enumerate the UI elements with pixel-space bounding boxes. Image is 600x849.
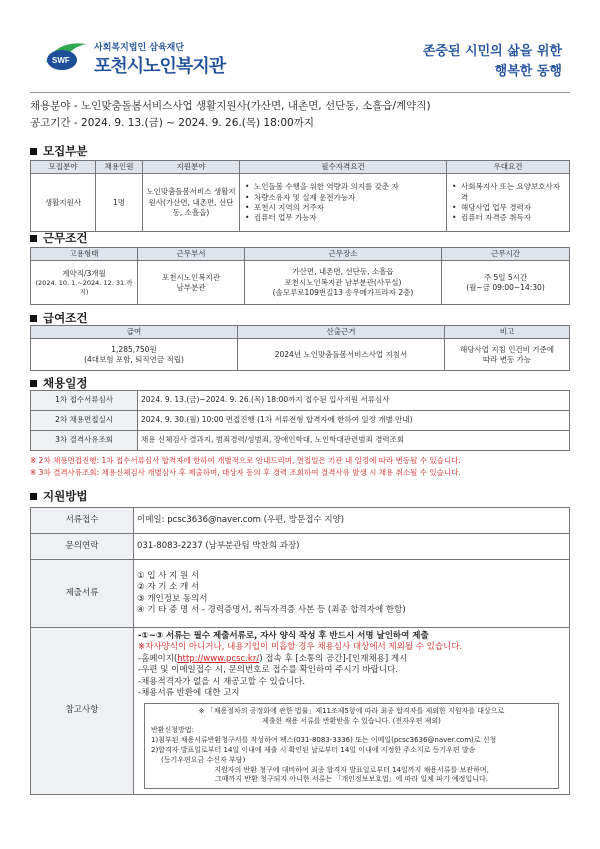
docs-list [134, 560, 570, 628]
salary-table [30, 325, 570, 371]
table-row [31, 339, 570, 371]
list-item: • 차량소유자 및 실제 운전가능자 [254, 193, 443, 203]
table-row [31, 261, 570, 305]
preferred-cell [447, 174, 570, 232]
conditions-table [30, 247, 570, 305]
list-item: • 노인돌봄 수행을 위한 역량과 의지를 갖춘 자 [254, 182, 443, 192]
recruit-area-cell: 노인맞춤돌봄서비스 생활지원사(가산면, 내촌면, 선단동, 소흘읍) [143, 174, 240, 232]
recruit-count-cell: 1명 [96, 174, 143, 232]
col-header: 필수자격요건 [240, 161, 447, 174]
table-row: 서류접수 이메일: pcsc3636@naver.com (우편, 방문접수 지양) [31, 508, 570, 534]
recruit-field-line: 채용분야 - 노인맞춤돌봄서비스사업 생활지원사(가산면, 내촌면, 선단동, 소흘읍/계약직) [30, 100, 431, 112]
recruit-table [30, 160, 570, 232]
list-item: • 해당사업 업무 경력자 [461, 203, 566, 213]
schedule-table [30, 390, 570, 451]
section-title-schedule: 채용일정 [30, 375, 87, 391]
recruit-field-cell: 생활지원사 [31, 174, 96, 232]
return-notice-box: ※ 「채용절차의 공정화에 관한 법률」제11조제5항에 따라 최종 합격자를 제외한 지원자를 대상으로 제출한 채용 서류를 반환받을 수 있습니다. (전자우편 제외) 반환신청방법: 1)첨부된 채용서류반환청구서를 작성하여 팩스(031-8083-3336) 또는 이메일(pcsc3636@naver.com)로 신청 2)합격자 발표일로부터 14일 이내에 제출 시 확인된 날로부터 14일 이내에 지정한 주소지로 등기우편 발송 (등기우편요금 수신자 부담) 지원자의 반환 청구에 대비하여 최종 합격자 발표일로부터 14일까지 채용서류를 보관하며, 그때까지 반환 청구되지 아니한 서류는 「개인정보보호법」에 따라 일체 파기 예정입니다. [144, 703, 559, 789]
page-header [0, 0, 600, 95]
salary-amount-cell: 1,285,750원 (4대보험 포함, 퇴직연금 적립) [31, 339, 238, 371]
col-header: 근무부서 [138, 248, 245, 261]
table-row [31, 174, 570, 232]
workplace-cell: 가산면, 내촌면, 선단동, 소흘읍 포천시노인복지관 남부분관(사무실) (솔모루로109번길13 송우메가프라자 2층) [245, 261, 442, 305]
table-row: 참고사항 -①~③ 서류는 필수 제출서류로, 자사 양식 작성 후 반드시 서명 날인하여 제출 ※자사양식이 아니거나, 내용기입이 미흡할 경우 채용심사 대상에서 제외될 수 있습니다. -홈페이지(http://www.pcsc.kr/) 접속 후 [소통의 공간]-[인재채용] 게시 -우편 및 이메일접수 시, 문의번호로 접수를 확인하여 주시기 바랍니다. -채용적격자가 없을 시 재공고할 수 있습니다. -채용서류 반환에 대한 고지 ※ 「채용절차의 공정화에 관한 법률」제11조제5항에 따라 최종 합격자를 제외한 지원자를 대상으로 제출한 채용 서류를 반환받을 수 있습니다. (전자우편 제외) 반환신청방법: 1)첨부된 채용서류반환청구서를 작성하여 팩스(031-8083-3336) 또는 이메일(pcsc3636@naver.com)로 신청 2)합격자 발표일로부터 14일 이내에 제출 시 확인된 날로부터 14일 이내에 지정한 주소지로 등기우편 발송 (등기우편요금 수신자 부담) 지원자의 반환 청구에 대비하여 최종 합격자 발표일로부터 14일까지 채용서류를 보관하며, 그때까지 반환 청구되지 아니한 서류는 「개인정보보호법」에 따라 일체 파기 예정입니다. [31, 628, 570, 795]
list-item: • 사회복지사 또는 요양보호사자격 [461, 182, 566, 202]
slogan-line-1: 존중된 시민의 삶을 위한 [422, 44, 562, 59]
header-divider [30, 92, 570, 93]
table-row: 3차 결격사유조회 채용 신체검사 결과지, 범죄경력/성범죄, 장애인학대, 노인학대관련범죄 경력조회 [31, 431, 570, 451]
employment-type-cell: 계약직/3개월 (2024. 10. 1.~2024. 12. 31.까지) [31, 261, 138, 305]
col-header: 근무장소 [245, 248, 442, 261]
list-item: ② 자 기 소 개 서 [137, 582, 200, 593]
department-cell: 포천시노인복지관 남부분관 [138, 261, 245, 305]
table-header-row [31, 161, 570, 174]
col-header: 우대요건 [447, 161, 570, 174]
section-title-apply: 지원방법 [30, 488, 87, 504]
col-header: 모집분야 [31, 161, 96, 174]
work-hours-cell: 주 5일 5시간 (월~금 09:00~14:30) [442, 261, 570, 305]
list-item: • 포천시 지역의 거주자 [254, 203, 443, 213]
list-item: • 컴퓨터 업무 가능자 [254, 213, 443, 223]
col-header: 지원분야 [143, 161, 240, 174]
table-row: 2차 채용면접실시 2024. 9. 30.(월) 10:00 면접진행 (1차 서류전형 합격자에 한하여 일정 개별 안내) [31, 411, 570, 431]
section-title-recruit: 모집부분 [30, 143, 87, 159]
reference-cell: -①~③ 서류는 필수 제출서류로, 자사 양식 작성 후 반드시 서명 날인하여 제출 ※자사양식이 아니거나, 내용기입이 미흡할 경우 채용심사 대상에서 제외될 수 있습니다. -홈페이지(http://www.pcsc.kr/) 접속 후 [소통의 공간]-[인재채용] 게시 -우편 및 이메일접수 시, 문의번호로 접수를 확인하여 주시기 바랍니다. -채용적격자가 없을 시 재공고할 수 있습니다. -채용서류 반환에 대한 고지 ※ 「채용절차의 공정화에 관한 법률」제11조제5항에 따라 최종 합격자를 제외한 지원자를 대상으로 제출한 채용 서류를 반환받을 수 있습니다. (전자우편 제외) 반환신청방법: 1)첨부된 채용서류반환청구서를 작성하여 팩스(031-8083-3336) 또는 이메일(pcsc3636@naver.com)로 신청 2)합격자 발표일로부터 14일 이내에 제출 시 확인된 날로부터 14일 이내에 지정한 주소지로 등기우편 발송 (등기우편요금 수신자 부담) 지원자의 반환 청구에 대비하여 최종 합격자 발표일로부터 14일까지 채용서류를 보관하며, 그때까지 반환 청구되지 아니한 서류는 「개인정보보호법」에 따라 일체 파기 예정입니다. [134, 628, 570, 795]
table-row: 1차 접수서류심사 2024. 9. 13.(금)~2024. 9. 26.(목) 18:00까지 접수된 입사지원 서류심사 [31, 391, 570, 411]
col-header: 근무시간 [442, 248, 570, 261]
apply-table [30, 507, 570, 795]
list-item: ③ 개인정보 동의서 [137, 593, 208, 604]
logo-text: SWF [52, 56, 70, 65]
contact-phone: 031-8083-2237 (남부분관팀 박찬희 과장) [134, 534, 570, 560]
org-subtitle: 사회복지법인 삼육재단 [94, 43, 185, 53]
org-name: 포천시노인복지관 [94, 56, 226, 77]
salary-basis-cell: 2024년 노인맞춤돌봄서비스사업 지침서 [238, 339, 445, 371]
schedule-note-2: ※ 3차 결격사유조회: 채용신체검사 개별심사 후 제출하며, 대상자 동의 후 경력 조회하여 결격사유 발생 시 채용 취소될 수 있습니다. [30, 468, 461, 477]
list-item: ① 입 사 지 원 서 [137, 570, 200, 581]
list-item: ④ 기 타 증 명 서 - 경력증명서, 취득자격증 사본 등 (최종 합격자에 한함) [137, 604, 406, 615]
section-title-conditions: 근무조건 [30, 230, 87, 246]
slogan-line-2: 행복한 동행 [494, 64, 562, 79]
homepage-link[interactable]: http://www.pcsc.kr/ [177, 653, 260, 664]
list-item: • 컴퓨터 자격증 취득자 [461, 213, 566, 223]
table-row: 문의연락 031-8083-2237 (남부분관팀 박찬희 과장) [31, 534, 570, 560]
col-header: 비고 [445, 326, 570, 339]
col-header: 산출근거 [238, 326, 445, 339]
col-header: 급여 [31, 326, 238, 339]
salary-remark-cell: 해당사업 지침 인건비 기준에 따라 변동 가능 [445, 339, 570, 371]
section-title-salary: 급여조건 [30, 310, 87, 326]
col-header: 고용형태 [31, 248, 138, 261]
table-row: 제출서류 ① 입 사 지 원 서 ② 자 기 소 개 서 ③ 개인정보 동의서 ④ 기 타 증 명 서 - 경력증명서, 취득자격증 사본 등 (최종 합격자에 한함) [31, 560, 570, 628]
col-header: 채용인원 [96, 161, 143, 174]
schedule-note-1: ※ 2차 채용면접진행: 1차 접수서류심사 합격자에 한하여 개별적으로 안내드리며, 면접일은 기관 내 일정에 따라 변동될 수 있습니다. [30, 456, 461, 465]
org-logo-icon [44, 38, 88, 74]
announcement-period: 공고기간 - 2024. 9. 13.(금) ~ 2024. 9. 26.(목) 18:00까지 [30, 117, 314, 129]
required-cell [240, 174, 447, 232]
receipt-email: 이메일: pcsc3636@naver.com (우편, 방문접수 지양) [134, 508, 570, 534]
